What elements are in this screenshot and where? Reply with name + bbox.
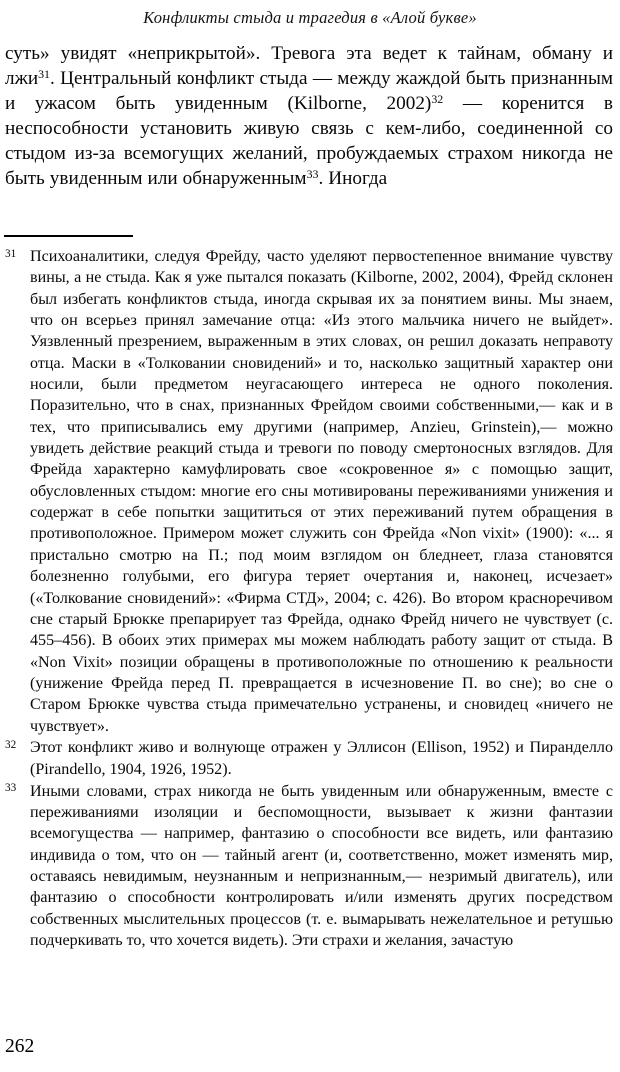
footnote-marker: 33: [5, 782, 17, 795]
body-paragraph: суть» увидят «неприкрытой». Тревога эта ведет к тайнам, обману и лжи$^{31}$. Центральный конфликт стыда — между жаждой быть признанным и ужасом быть увиденным (Kilborne, 2002)$^{32}$ — коренится в неспособности установить живую связь с кем-либо, соединенной со стыдом из-за всемогущих желаний, пробуждаемых страхом никогда не быть увиденным или обнаруженным$^{33}$. Иногда: [5, 43, 613, 190]
body-text-block: [5, 41, 613, 192]
footnote-marker: 31: [5, 247, 17, 260]
page-number: 262: [5, 1036, 35, 1057]
footnote-separator-rule: [4, 235, 133, 237]
running-head: Конфликты стыда и трагедия в «Алой букве»: [143, 8, 477, 27]
footnote-entry: [5, 737, 613, 780]
footnotes-block: [5, 246, 613, 952]
footnote-marker: 32: [5, 738, 17, 751]
footnote-entry: [5, 781, 613, 952]
footnote-text: Психоаналитики, следуя Фрейду, часто уделяют первостепенное внимание чувству вины, а не стыда. Как я уже пытался показать (Kilborne, 2002, 2004), Фрейд склонен был избегать конфликтов стыда, иногда скрывая их за понятием вины. Мы знаем, что он всерьез принял замечание отца: «Из этого мальчика ничего не выйдет». Уязвленный презрением, выраженным в этих словах, он решил доказать неправоту отца. Маски в «Толковании сновидений» и то, насколько защитный характер они носили, были предметом неугасающего интереса не одного поколения. Поразительно, что в снах, признанных Фрейдом своими собственными,— как и в тех, что приписывались ему другими (например, Anzieu, Grinstein),— можно увидеть действие реакций стыда и тревоги по поводу смертоносных взглядов. Для Фрейда характерно камуфлировать свое «сокровенное я» с помощью защит, обусловленных стыдом: многие его сны мотивированы переживаниями унижения и содержат в себе попытки защититься от этих переживаний путем обращения в противоположное. Примером может служить сон Фрейда «Non vixit» (1900): «... я пристально смотрю на П.; под моим взглядом он бледнеет, глаза становятся болезненно голубыми, его фигура теряет очертания и, наконец, исчезает» («Толкование сновидений»: «Фирма СТД», 2004; с. 426). Во втором красноречивом сне старый Брюкке препарирует таз Фрейда, однако Фрейд ничего не чувствует (с. 455–456). В обоих этих примерах мы можем наблюдать работу защит от стыда. В «Non Vixit» позиции обращены в противоположные по отношению к реальности (унижение Фрейда перед П. превращается в исчезновение П. во сне); во сне о Старом Брюкке чувства стыда примечательно устранены, и сновидец «ничего не чувствует».: [30, 248, 613, 735]
footnote-entry: [5, 246, 613, 737]
footnote-text: Этот конфликт живо и волнующе отражен у Эллисон (Ellison, 1952) и Пиранделло (Pirandello, 1904, 1926, 1952).: [30, 739, 613, 778]
footnote-text: Иными словами, страх никогда не быть увиденным или обнаруженным, вместе с переживаниями изоляции и беспомощности, вызывает к жизни фантазии всемогущества — например, фантазию о способности все видеть, или фантазию индивида о том, что он — тайный агент (и, соответственно, может изменять мир, оставаясь невидимым, неузнанным и непризнанным,— незримый двигатель), или фантазию о способности контролировать и/или изменять других посредством собственных мыслительных процессов (т. е. вымарывать нежелательное и ретушью подчеркивать то, что хочется видеть). Эти страхи и желания, зачастую: [30, 782, 613, 949]
